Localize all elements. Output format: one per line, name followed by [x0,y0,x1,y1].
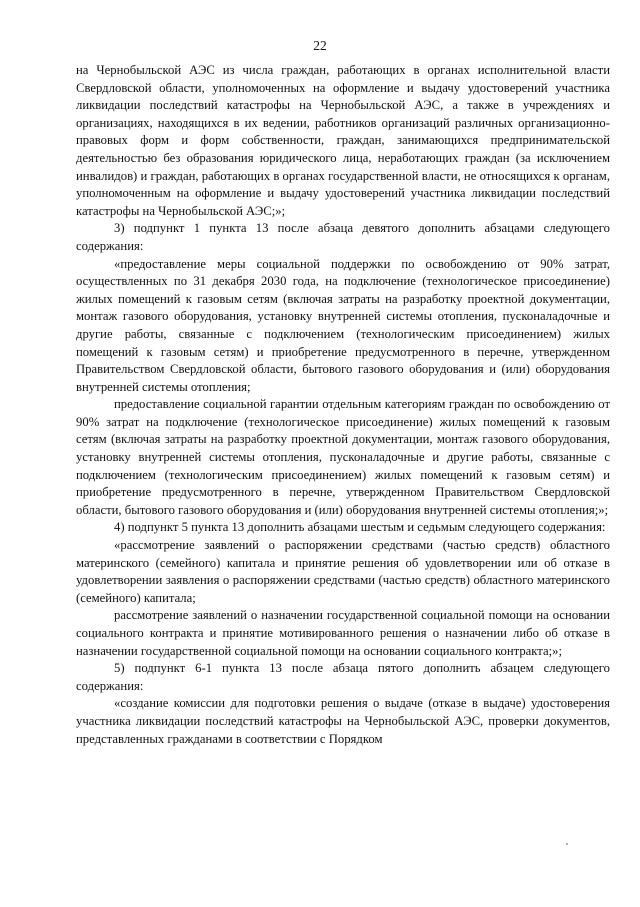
paragraph-gas-support: «предоставление меры социальной поддержки по освобождению от 90% затрат, осуществленных по 31 декабря 2030 года, на подключение (технологическое присоединение) жилых помещений к газовым сетям (включая затраты на разработку проектной документации, монтаж газового оборудования, установку внутренней системы отопления, пусконаладочные и другие работы, связанные с подключением (технологическим присоединением) жилых помещений к газовым сетям) и приобретение предусмотренного в перечне, утвержденном Правительством Свердловской области, бытового газового оборудования и (или) оборудования внутренней системы отопления; [76,256,610,394]
paragraph-continuation: на Чернобыльской АЭС из числа граждан, работающих в органах исполнительной власти Свердловской области, уполномоченных на оформление и выдачу удостоверений участника ликвидации последствий катастрофы на Чернобыльской АЭС, а также в учреждениях и организациях, находящихся в их ведении, работников организаций различных организационно-правовых форм и форм собственности, граждан, занимающихся предпринимательской деятельностью без образования юридического лица, неработающих граждан (за исключением инвалидов) и граждан, работающих в органах государственной власти, не относящихся к органам, уполномоченным на оформление и выдачу удостоверений участника ликвидации последствий катастрофы на Чернобыльской АЭС;»; [76,63,610,218]
paragraph-social-contract: рассмотрение заявлений о назначении государственной социальной помощи на основании социального контракта и принятие мотивированного решения о назначении либо об отказе в назначении государственной социальной помощи на основании социального контракта;»; [76,608,610,658]
paragraph-maternal-capital: «рассмотрение заявлений о распоряжении средствами (частью средств) областного материнского (семейного) капитала и принятие решения об удовлетворении или об отказе в удовлетворении заявления о распоряжении средствами (частью средств) областного материнского (семейного) капитала; [76,538,610,605]
paragraph-gas-guarantee: предоставление социальной гарантии отдельным категориям граждан по освобождению от 90% затрат на подключение (технологическое присоединение) жилых помещений к газовым сетям (включая затраты на разработку проектной документации, монтаж газового оборудования, установку внутренней системы отопления, пусконаладочные и другие работы, связанные с подключением (технологическим присоединением) жилых помещений к газовым сетям) и приобретение предусмотренного в перечне, утвержденном Правительством Свердловской области, бытового газового оборудования и (или) оборудования внутренней системы отопления;»; [76,397,610,517]
paragraph-commission: «создание комиссии для подготовки решения о выдаче (отказе в выдаче) удостоверения участника ликвидации последствий катастрофы на Чернобыльской АЭС, проверки документов, представленных гражданами в соответствии с Порядком [76,696,610,746]
paragraph-item-4: 4) подпункт 5 пункта 13 дополнить абзацами шестым и седьмым следующего содержания: [114,520,606,535]
scan-speck [566,843,568,845]
document-body [76,62,610,748]
page-number: 22 [313,38,327,53]
paragraph-item-5: 5) подпункт 6-1 пункта 13 после абзаца пятого дополнить абзацем следующего содержания: [76,661,610,693]
paragraph-item-3: 3) подпункт 1 пункта 13 после абзаца девятого дополнить абзацами следующего содержания: [76,221,610,253]
